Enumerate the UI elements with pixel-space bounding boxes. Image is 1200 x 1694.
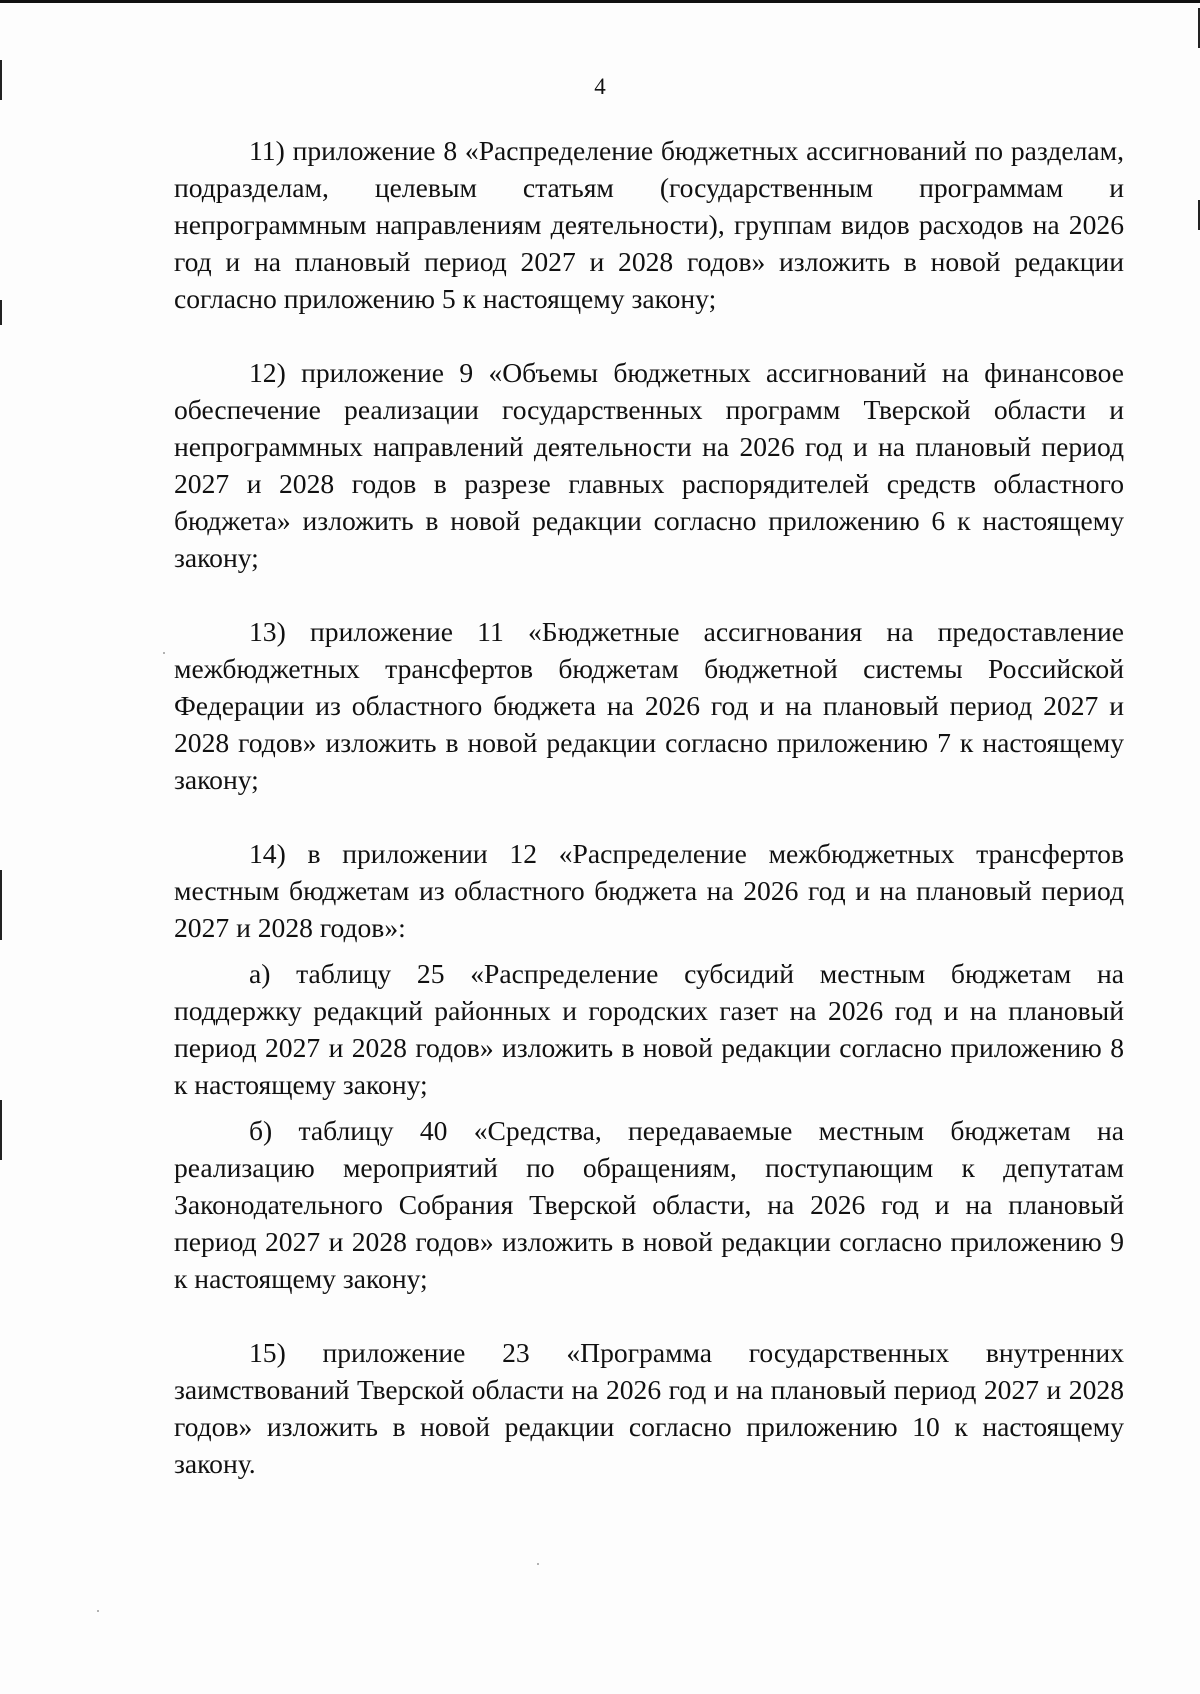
scan-speck	[537, 1563, 539, 1565]
paragraph-subitem-b: б) таблицу 40 «Средства, передаваемые местным бюджетам на реализацию мероприятий по обращениям, поступающим к депутатам Законодательного Собрания Тверской области, на 2026 год и на плановый период 2027 и 2028 годов» изложить в новой редакции согласно приложению 9 к настоящему закону;	[174, 1115, 1124, 1294]
page-number: 4	[594, 74, 606, 99]
scan-edge-mark	[0, 1100, 2, 1160]
paragraph-item-15: 15) приложение 23 «Программа государственных внутренних заимствований Тверской области на 2026 год и на плановый период 2027 и 2028 годов» изложить в новой редакции согласно приложению 10 к настоящему закону.	[174, 1337, 1124, 1479]
paragraph-item-14: 14) в приложении 12 «Распределение межбюджетных трансфертов местным бюджетам из областного бюджета на 2026 год и на плановый период 2027 и 2028 годов»:	[174, 838, 1124, 943]
scan-speck	[97, 1610, 99, 1612]
scan-top-edge	[0, 0, 1200, 3]
paragraph-subitem-a: а) таблицу 25 «Распределение субсидий местным бюджетам на поддержку редакций районных и городских газет на 2026 год и на плановый период 2027 и 2028 годов» изложить в новой редакции согласно приложению 8 к настоящему закону;	[174, 958, 1124, 1100]
scan-speck	[163, 652, 165, 654]
paragraph-item-12: 12) приложение 9 «Объемы бюджетных ассигнований на финансовое обеспечение реализации государственных программ Тверской области и непрограммных направлений деятельности на 2026 год и на плановый период 2027 и 2028 годов в разрезе главных распорядителей средств областного бюджета» изложить в новой редакции согласно приложению 6 к настоящему закону;	[174, 357, 1124, 573]
paragraph-item-13: 13) приложение 11 «Бюджетные ассигнования на предоставление межбюджетных трансфертов бюджетам бюджетной системы Российской Федерации из областного бюджета на 2026 год и на плановый период 2027 и 2028 годов» изложить в новой редакции согласно приложению 7 к настоящему закону;	[174, 616, 1124, 795]
scan-edge-mark	[0, 300, 2, 325]
paragraph-item-11: 11) приложение 8 «Распределение бюджетных ассигнований по разделам, подразделам, целевым статьям (государственным программам и непрограммным направлениям деятельности), группам видов расходов на 2026 год и на плановый период 2027 и 2028 годов» изложить в новой редакции согласно приложению 5 к настоящему закону;	[174, 135, 1124, 314]
scan-edge-mark	[0, 870, 2, 940]
document-body	[174, 132, 1124, 1482]
